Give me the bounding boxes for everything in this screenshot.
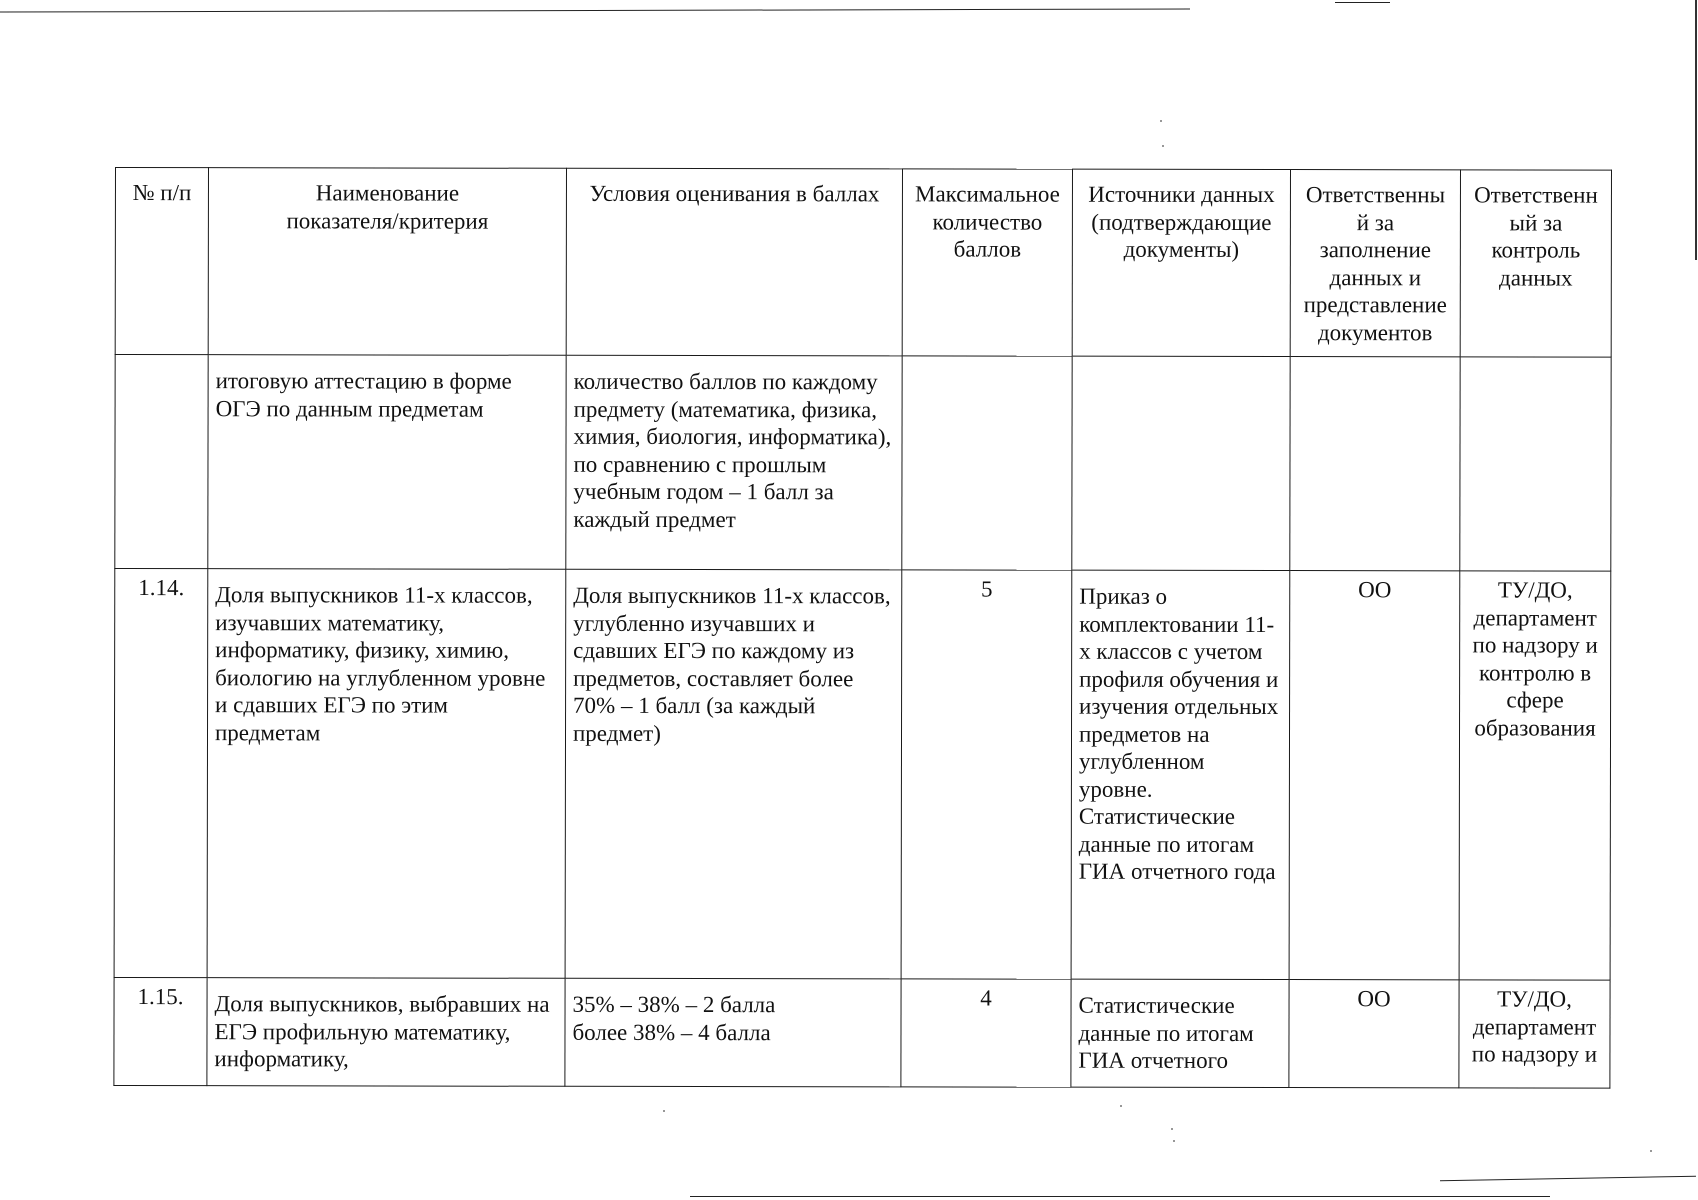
cell-responsible-control: ТУ/ДО, департамент по надзору и контролю в сфере образования bbox=[1459, 571, 1611, 980]
cell-scoring-conditions: 35% – 38% – 2 балла более 38% – 4 балла bbox=[565, 978, 901, 1087]
cell-scoring-conditions: Доля выпускников 11-х классов, углубленно изучавших и сдавших ЕГЭ по каждому из предметов, составляет более 70% – 1 балл (за каждый предмет) bbox=[565, 569, 902, 979]
scan-artifact-top-line bbox=[0, 8, 1190, 12]
cell-data-sources bbox=[1072, 356, 1290, 570]
header-scoring-conditions: Условия оценивания в баллах bbox=[566, 168, 902, 356]
header-number: № п/п bbox=[115, 168, 208, 355]
scan-artifact-bottom-line bbox=[1440, 1176, 1696, 1181]
criteria-table bbox=[113, 167, 1612, 1089]
cell-number: 1.15. bbox=[114, 977, 207, 1085]
scan-artifact-speck bbox=[1171, 1128, 1173, 1130]
header-responsible-fill: Ответственны й за заполнение данных и представление документов bbox=[1290, 170, 1460, 357]
header-max-points: Максимальное количество баллов bbox=[902, 169, 1072, 356]
cell-responsible-fill bbox=[1290, 357, 1460, 571]
cell-indicator-name: Доля выпускников 11-х классов, изучавших математику, информатику, физику, химию, биологию на углубленном уровне и сдавших ЕГЭ по этим предметам bbox=[207, 569, 566, 979]
table-row bbox=[114, 977, 1610, 1088]
scan-artifact-speck bbox=[1650, 1150, 1652, 1152]
scan-artifact-speck bbox=[1160, 120, 1162, 122]
cell-responsible-control bbox=[1460, 357, 1611, 571]
scan-artifact-bottom-line bbox=[690, 1196, 1550, 1197]
scan-artifact-top-line bbox=[1335, 2, 1390, 3]
cell-number: 1.14. bbox=[114, 569, 208, 978]
cell-number bbox=[115, 355, 208, 569]
cell-indicator-name: итоговую аттестацию в форме ОГЭ по данным предметам bbox=[208, 355, 566, 570]
cell-data-sources: Приказ о комплектовании 11-х классов с учетом профиля обучения и изучения отдельных предметов на углубленном уровне. Статистические данные по итогам ГИА отчетного года bbox=[1071, 570, 1290, 979]
cell-max-points: 4 bbox=[901, 979, 1071, 1087]
table-header-row bbox=[115, 168, 1611, 358]
cell-max-points: 5 bbox=[901, 570, 1072, 979]
cell-indicator-name: Доля выпускников, выбравших на ЕГЭ профильную математику, информатику, bbox=[207, 978, 565, 1087]
header-indicator-name: Наименование показателя/критерия bbox=[208, 168, 566, 356]
header-responsible-control: Ответственн ый за контроль данных bbox=[1460, 170, 1611, 357]
scan-artifact-speck bbox=[1173, 1140, 1175, 1142]
cell-responsible-fill: ОО bbox=[1289, 980, 1459, 1088]
scan-artifact-speck bbox=[1120, 1105, 1122, 1107]
cell-scoring-conditions: количество баллов по каждому предмету (математика, физика, химия, биология, информатика), по сравнению с прошлым учебным годом – 1 балл за каждый предмет bbox=[566, 355, 902, 570]
table-row bbox=[114, 569, 1611, 981]
cell-responsible-fill: ОО bbox=[1289, 571, 1460, 980]
table-row bbox=[115, 355, 1611, 572]
scan-artifact-speck bbox=[663, 1110, 665, 1112]
cell-responsible-control: ТУ/ДО, департамент по надзору и bbox=[1459, 980, 1610, 1088]
cell-max-points bbox=[902, 356, 1072, 570]
cell-data-sources: Статистические данные по итогам ГИА отчетного bbox=[1071, 979, 1289, 1087]
scan-artifact-speck bbox=[1162, 145, 1164, 147]
header-data-sources: Источники данных (подтверждающие документы) bbox=[1072, 169, 1290, 356]
scan-artifact-page-edge bbox=[1695, 0, 1697, 260]
